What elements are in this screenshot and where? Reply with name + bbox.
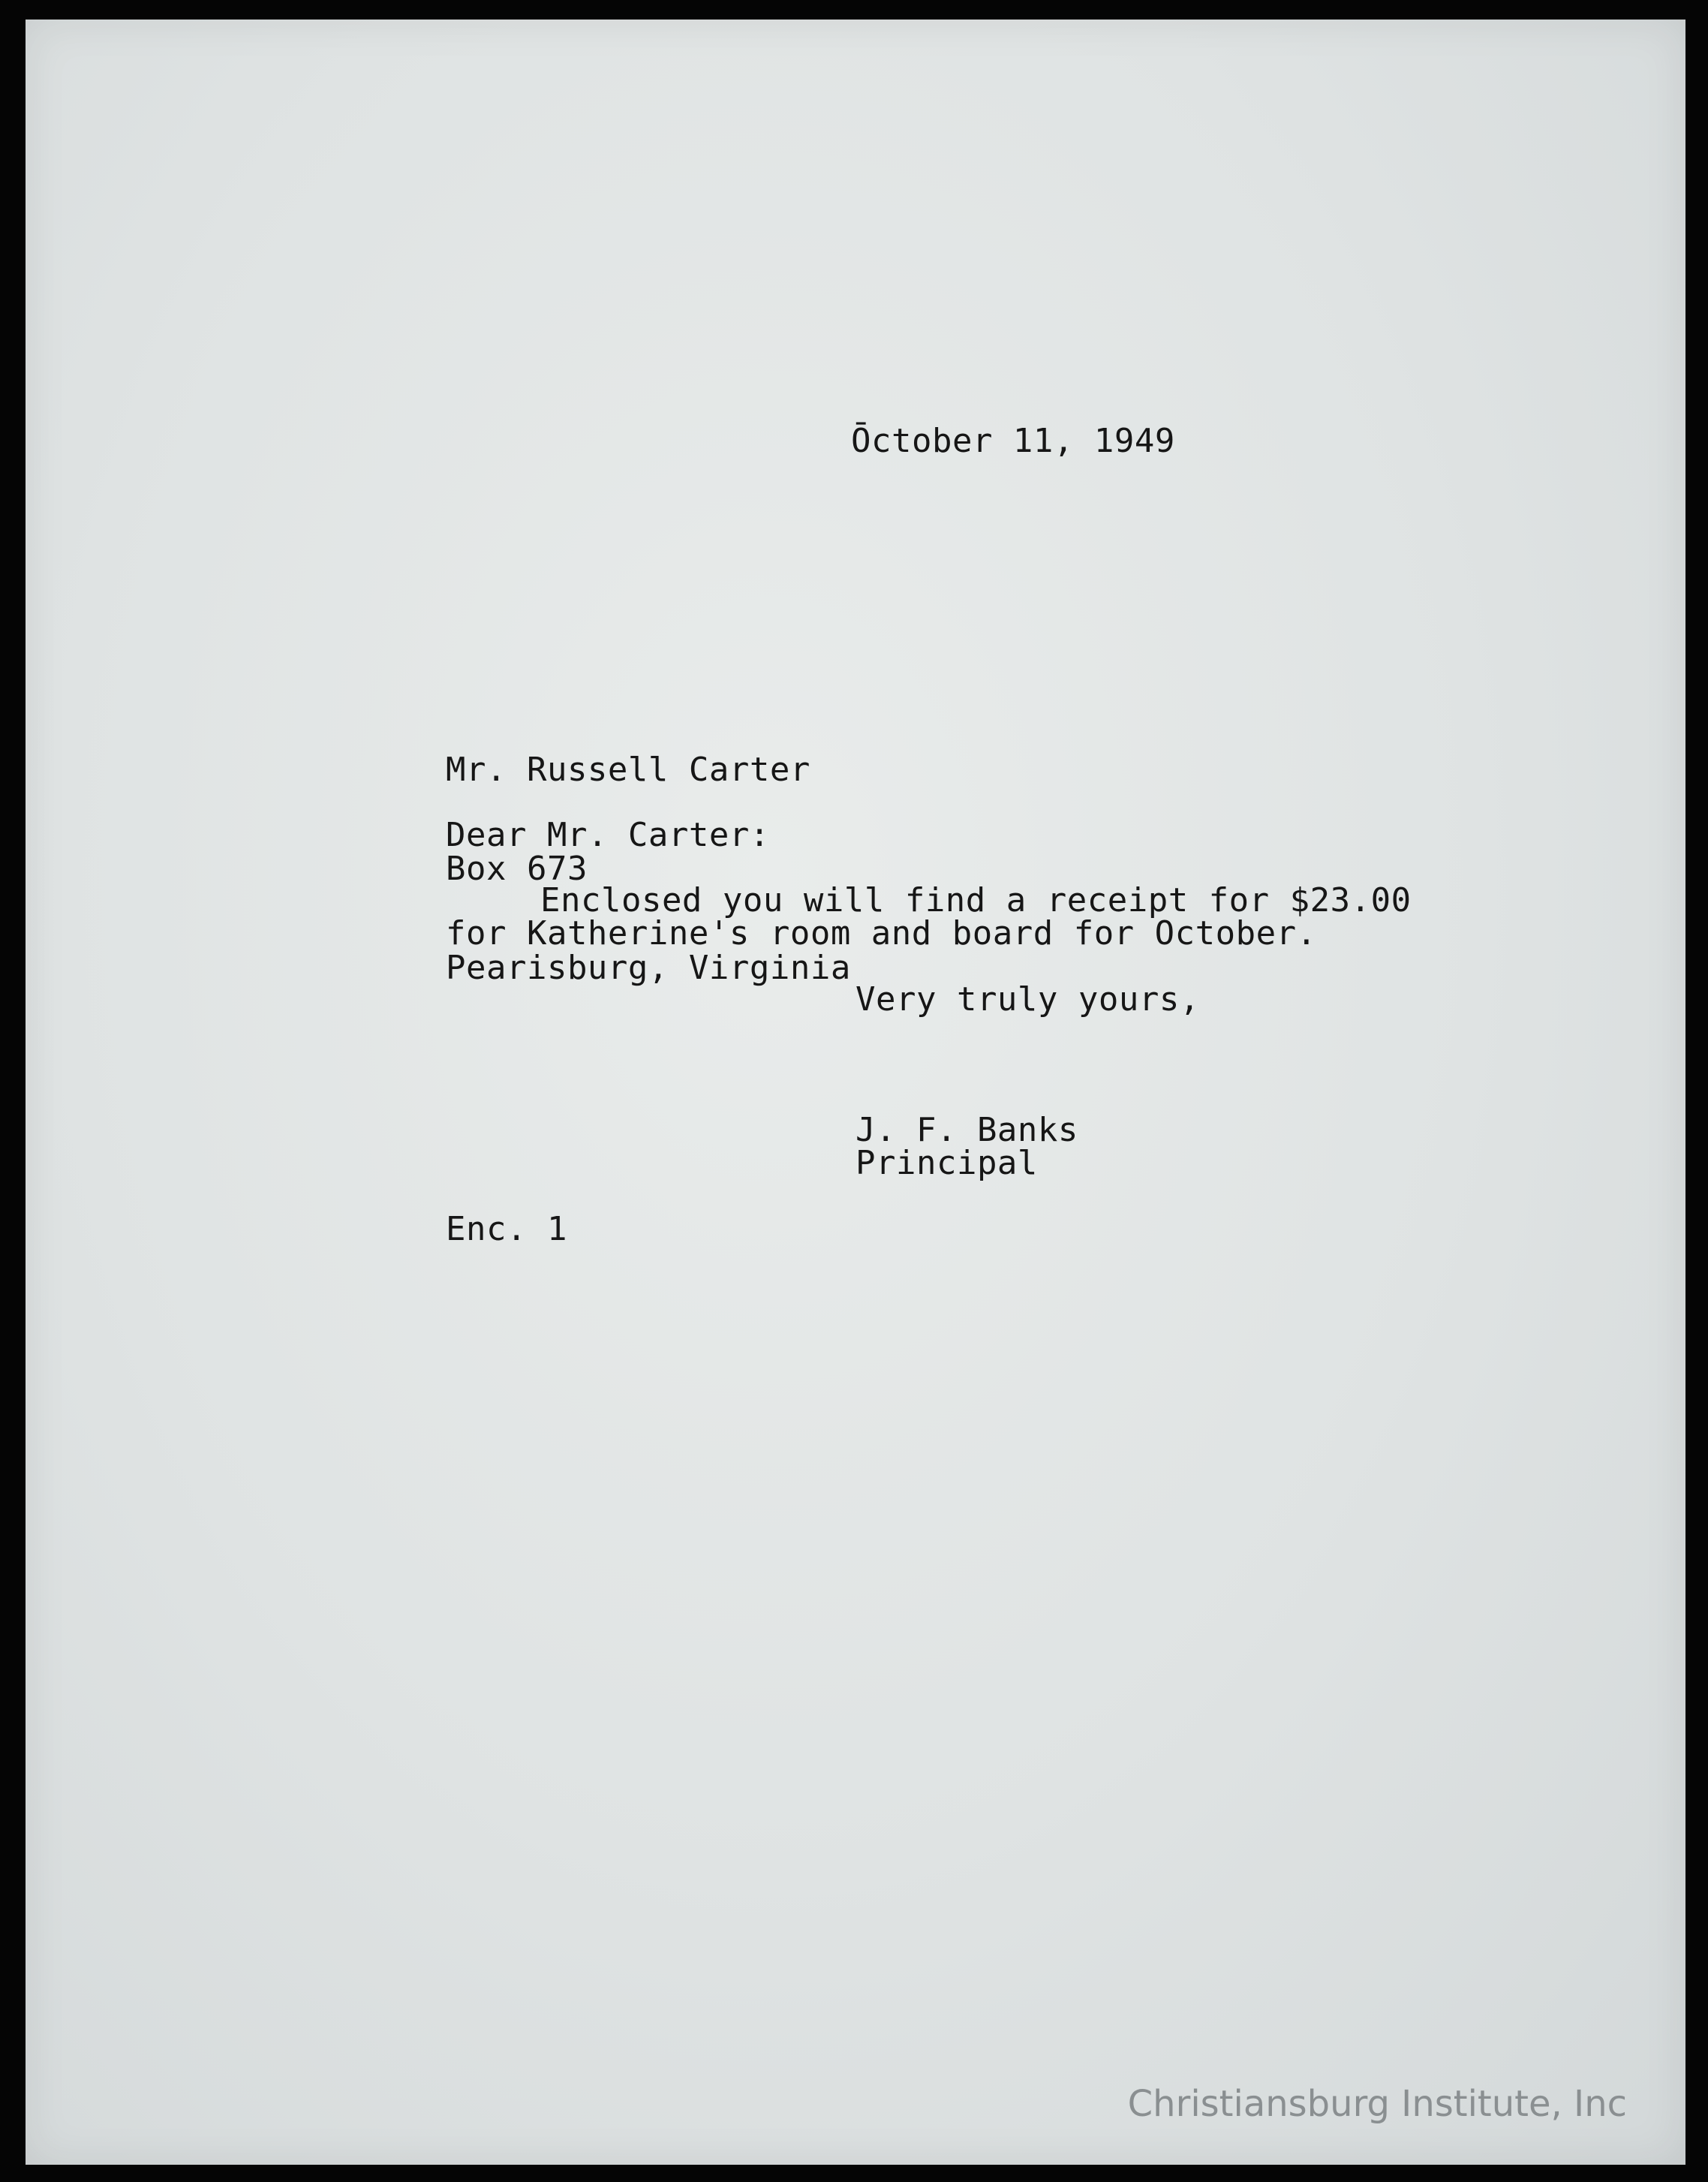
body-line-1: Enclosed you will find a receipt for $23.00 xyxy=(540,881,1412,919)
archive-credit: Christiansburg Institute, Inc xyxy=(1127,2083,1627,2125)
paper-watermark xyxy=(476,1633,1376,2121)
recipient-address-line1: Box 673 xyxy=(446,850,588,888)
letter-paper xyxy=(26,20,1685,2165)
closing: Very truly yours, xyxy=(856,980,1200,1019)
body-line-2: for Katherine's room and board for October. xyxy=(446,914,1317,953)
recipient-address xyxy=(446,688,851,1051)
salutation: Dear Mr. Carter: xyxy=(446,816,770,854)
signer-title: Principal xyxy=(856,1144,1038,1182)
letter-date: Ōctober 11, 1949 xyxy=(851,422,1175,460)
enclosure-note: Enc. 1 xyxy=(446,1210,567,1248)
signer-name: J. F. Banks xyxy=(856,1111,1078,1149)
recipient-address-line2: Pearisburg, Virginia xyxy=(446,949,851,987)
recipient-name: Mr. Russell Carter xyxy=(446,751,810,789)
